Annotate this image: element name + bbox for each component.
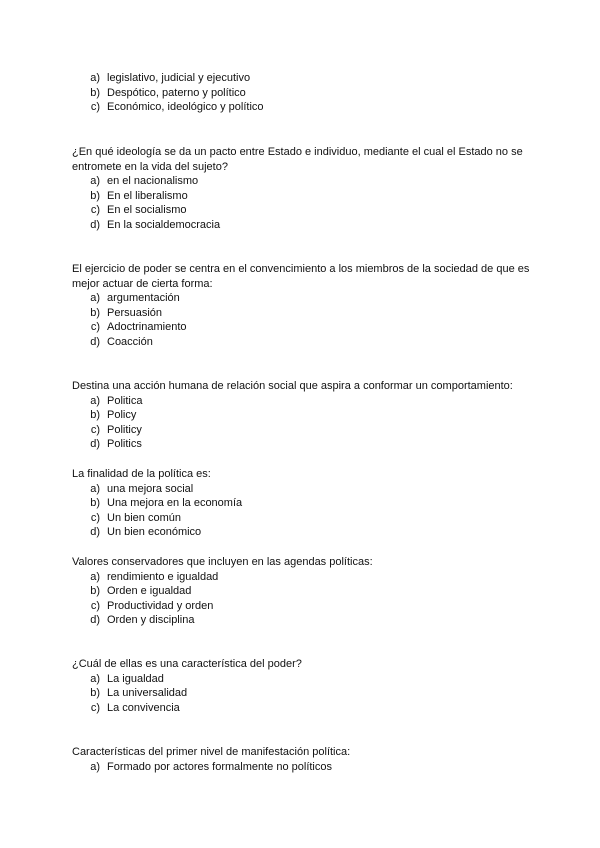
option-item xyxy=(72,672,542,687)
option-letter: d) xyxy=(90,614,100,626)
option-text: Politics xyxy=(107,438,142,450)
option-text: Orden e igualdad xyxy=(107,585,192,597)
option-item xyxy=(72,291,542,306)
option-text: Un bien común xyxy=(107,511,181,524)
option-letter: a) xyxy=(90,760,100,773)
option-text: Despótico, paterno y político xyxy=(107,86,246,99)
option-text: en el nacionalismo xyxy=(107,175,199,187)
option-text: Adoctrinamiento xyxy=(107,321,187,333)
option-letter: c) xyxy=(90,321,100,333)
option-list xyxy=(72,174,542,232)
question-block-1 xyxy=(72,71,542,115)
option-text: Politicy xyxy=(107,423,142,436)
option-text: Formado por actores formalmente no políticos xyxy=(107,760,332,773)
option-letter: d) xyxy=(90,335,100,348)
question-block-8 xyxy=(72,745,542,774)
option-letter: d) xyxy=(90,526,100,538)
option-text: argumentación xyxy=(107,292,180,304)
option-letter: b) xyxy=(90,86,100,99)
option-text: Politica xyxy=(107,394,143,407)
option-list xyxy=(72,291,542,349)
option-letter: a) xyxy=(90,72,100,84)
option-item xyxy=(72,203,542,218)
option-letter: c) xyxy=(90,423,100,436)
option-item xyxy=(72,408,542,423)
question-block-6 xyxy=(72,555,542,628)
option-item xyxy=(72,496,542,511)
option-letter: b) xyxy=(90,306,100,319)
option-item xyxy=(72,482,542,497)
question-text: Destina una acción humana de relación social que aspira a conformar un comportamiento: xyxy=(72,380,513,392)
option-item xyxy=(72,525,542,540)
question-text: La finalidad de la política es: xyxy=(72,468,211,480)
option-text: rendimiento e igualdad xyxy=(107,570,219,583)
option-item xyxy=(72,701,542,716)
option-item xyxy=(72,335,542,350)
option-text: Una mejora en la economía xyxy=(107,497,243,509)
option-item xyxy=(72,189,542,204)
option-item xyxy=(72,599,542,614)
option-letter: b) xyxy=(90,409,100,421)
option-letter: a) xyxy=(90,292,100,304)
option-list xyxy=(72,672,542,716)
option-text: La universalidad xyxy=(107,687,188,699)
option-item xyxy=(72,394,542,409)
option-item xyxy=(72,86,542,101)
option-text: Un bien económico xyxy=(107,526,202,538)
question-text: Valores conservadores que incluyen en las agendas políticas: xyxy=(72,556,373,568)
option-text: legislativo, judicial y ejecutivo xyxy=(107,72,251,84)
option-letter: a) xyxy=(90,175,100,187)
option-item xyxy=(72,423,542,438)
option-letter: b) xyxy=(90,497,100,509)
option-letter: a) xyxy=(90,672,100,685)
option-list xyxy=(72,760,542,775)
option-text: Coacción xyxy=(107,335,153,348)
option-item xyxy=(72,437,542,452)
option-item xyxy=(72,100,542,115)
question-block-5 xyxy=(72,467,542,540)
option-item xyxy=(72,511,542,526)
option-text: Persuasión xyxy=(107,306,163,319)
option-text: La convivencia xyxy=(107,701,180,714)
option-letter: a) xyxy=(90,570,100,583)
option-letter: a) xyxy=(90,394,100,407)
option-letter: d) xyxy=(90,438,100,450)
option-letter: c) xyxy=(90,599,100,612)
option-item xyxy=(72,306,542,321)
option-list xyxy=(72,71,542,115)
option-letter: d) xyxy=(90,218,100,231)
option-item xyxy=(72,570,542,585)
option-list xyxy=(72,394,542,452)
option-letter: b) xyxy=(90,687,100,699)
option-text: La igualdad xyxy=(107,672,164,685)
option-item xyxy=(72,584,542,599)
option-list xyxy=(72,570,542,628)
option-item xyxy=(72,613,542,628)
option-text: una mejora social xyxy=(107,482,194,495)
option-letter: a) xyxy=(90,482,100,495)
option-item xyxy=(72,760,542,775)
question-block-4 xyxy=(72,379,542,452)
option-text: Económico, ideológico y político xyxy=(107,101,264,113)
option-text: En el socialismo xyxy=(107,204,187,216)
question-text: ¿Cuál de ellas es una característica del poder? xyxy=(72,658,302,670)
question-text: El ejercicio de poder se centra en el convencimiento a los miembros de la sociedad de que es mejor actuar de cierta forma: xyxy=(72,263,530,290)
question-block-7 xyxy=(72,657,542,715)
option-item xyxy=(72,174,542,189)
question-text: ¿En qué ideología se da un pacto entre Estado e individuo, mediante el cual el Estado no se entromete en la vida del sujeto? xyxy=(72,146,523,173)
option-item xyxy=(72,686,542,701)
option-text: Policy xyxy=(107,409,137,421)
option-letter: c) xyxy=(90,204,100,216)
option-text: En el liberalismo xyxy=(107,189,188,202)
option-letter: c) xyxy=(90,101,100,113)
option-item xyxy=(72,218,542,233)
option-text: Orden y disciplina xyxy=(107,614,195,626)
option-list xyxy=(72,482,542,540)
question-block-3 xyxy=(72,262,542,349)
option-letter: b) xyxy=(90,189,100,202)
question-text: Características del primer nivel de manifestación política: xyxy=(72,746,351,758)
option-letter: b) xyxy=(90,585,100,597)
option-letter: c) xyxy=(90,701,100,714)
option-text: En la socialdemocracia xyxy=(107,218,221,231)
option-item xyxy=(72,320,542,335)
option-text: Productividad y orden xyxy=(107,599,214,612)
option-item xyxy=(72,71,542,86)
question-block-2 xyxy=(72,145,542,232)
option-letter: c) xyxy=(90,511,100,524)
